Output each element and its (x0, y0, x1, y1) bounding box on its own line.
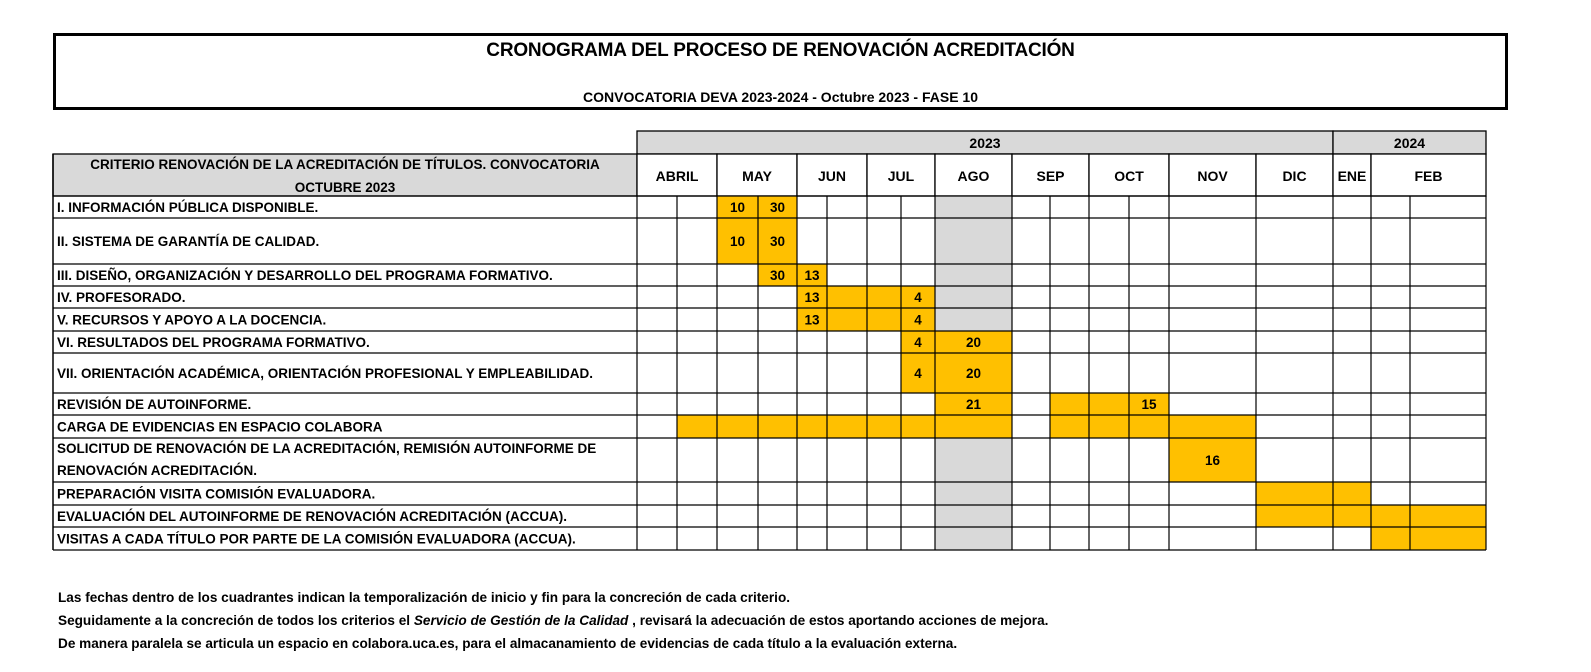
note-line-2-end: , revisará la adecuación de estos aportando acciones de mejora. (628, 613, 1049, 628)
month-label: JUN (817, 168, 847, 184)
row-label: REVISIÓN DE AUTOINFORME. (57, 397, 252, 412)
row-label: PREPARACIÓN VISITA COMISIÓN EVALUADORA. (57, 486, 376, 502)
month-label: NOV (1197, 168, 1228, 184)
date-number: 4 (914, 366, 922, 381)
notes (58, 586, 1048, 655)
year-label: 2023 (969, 135, 1001, 151)
row-label: SOLICITUD DE RENOVACIÓN DE LA ACREDITACIÓN, REMISIÓN AUTOINFORME DE (57, 441, 597, 456)
date-number: 30 (769, 200, 786, 215)
row-label: III. DISEÑO, ORGANIZACIÓN Y DESARROLLO DEL PROGRAMA FORMATIVO. (57, 268, 553, 283)
date-number: 10 (729, 200, 746, 215)
month-label: SEP (1036, 168, 1065, 184)
row-label: IV. PROFESORADO. (57, 290, 186, 305)
year-label: 2024 (1393, 135, 1426, 151)
month-label: FEB (1414, 168, 1443, 184)
date-number: 4 (914, 335, 922, 350)
row-label: VISITAS A CADA TÍTULO POR PARTE DE LA COMISIÓN EVALUADORA (ACCUA). (57, 531, 576, 547)
date-number: 15 (1141, 397, 1157, 412)
row-label: VI. RESULTADOS DEL PROGRAMA FORMATIVO. (57, 335, 370, 350)
row-label: II. SISTEMA DE GARANTÍA DE CALIDAD. (57, 234, 320, 249)
month-label: ABRIL (655, 168, 699, 184)
note-line-2 (58, 609, 1048, 632)
note-line-2-italic: Servicio de Gestión de la Calidad (413, 613, 629, 628)
row-label: CARGA DE EVIDENCIAS EN ESPACIO COLABORA (57, 419, 383, 435)
month-label: ENE (1337, 168, 1367, 184)
month-label: AGO (957, 168, 990, 184)
row-label: EVALUACIÓN DEL AUTOINFORME DE RENOVACIÓN ACREDITACIÓN (ACCUA). (57, 509, 568, 524)
row-label: I. INFORMACIÓN PÚBLICA DISPONIBLE. (57, 200, 319, 215)
row-label: VII. ORIENTACIÓN ACADÉMICA, ORIENTACIÓN PROFESIONAL Y EMPLEABILIDAD. (57, 366, 594, 381)
month-label: DIC (1282, 168, 1307, 184)
schedule-bar (1256, 482, 1371, 505)
date-number: 20 (965, 335, 982, 350)
date-number: 13 (804, 268, 820, 283)
date-number: 16 (1204, 453, 1221, 468)
date-number: 4 (914, 290, 922, 305)
date-number: 20 (965, 366, 982, 381)
date-number: 21 (965, 397, 982, 412)
criteria-header-line: OCTUBRE 2023 (294, 180, 396, 195)
date-number: 13 (804, 312, 820, 328)
schedule-bar (1371, 527, 1486, 550)
date-number: 30 (769, 234, 786, 249)
month-label: MAY (742, 168, 772, 184)
date-number: 4 (914, 312, 922, 328)
date-number: 30 (769, 268, 786, 283)
note-line-3: De manera paralela se articula un espacio en colabora.uca.es, para el almacanamiento de evidencias de cada título a la evaluación externa. (58, 636, 958, 651)
note-line-2-start: Seguidamente a la concreción de todos los criterios el (58, 613, 414, 628)
schedule-bar (677, 415, 1012, 438)
date-number: 10 (729, 234, 746, 249)
page-subtitle: CONVOCATORIA DEVA 2023-2024 - Octubre 2023 - FASE 10 (583, 89, 978, 105)
page-title: CRONOGRAMA DEL PROCESO DE RENOVACIÓN ACREDITACIÓN (486, 40, 1075, 61)
month-label: OCT (1114, 168, 1144, 184)
criteria-header-line: CRITERIO RENOVACIÓN DE LA ACREDITACIÓN DE TÍTULOS. CONVOCATORIA (90, 157, 600, 172)
month-label: JUL (887, 168, 915, 184)
row-label: V. RECURSOS Y APOYO A LA DOCENCIA. (57, 312, 327, 328)
note-line-1: Las fechas dentro de los cuadrantes indican la temporalización de inicio y fin para la concreción de cada criterio. (58, 590, 791, 605)
row-label: RENOVACIÓN ACREDITACIÓN. (57, 463, 258, 478)
schedule-bar (1050, 415, 1256, 438)
date-number: 13 (804, 290, 820, 305)
